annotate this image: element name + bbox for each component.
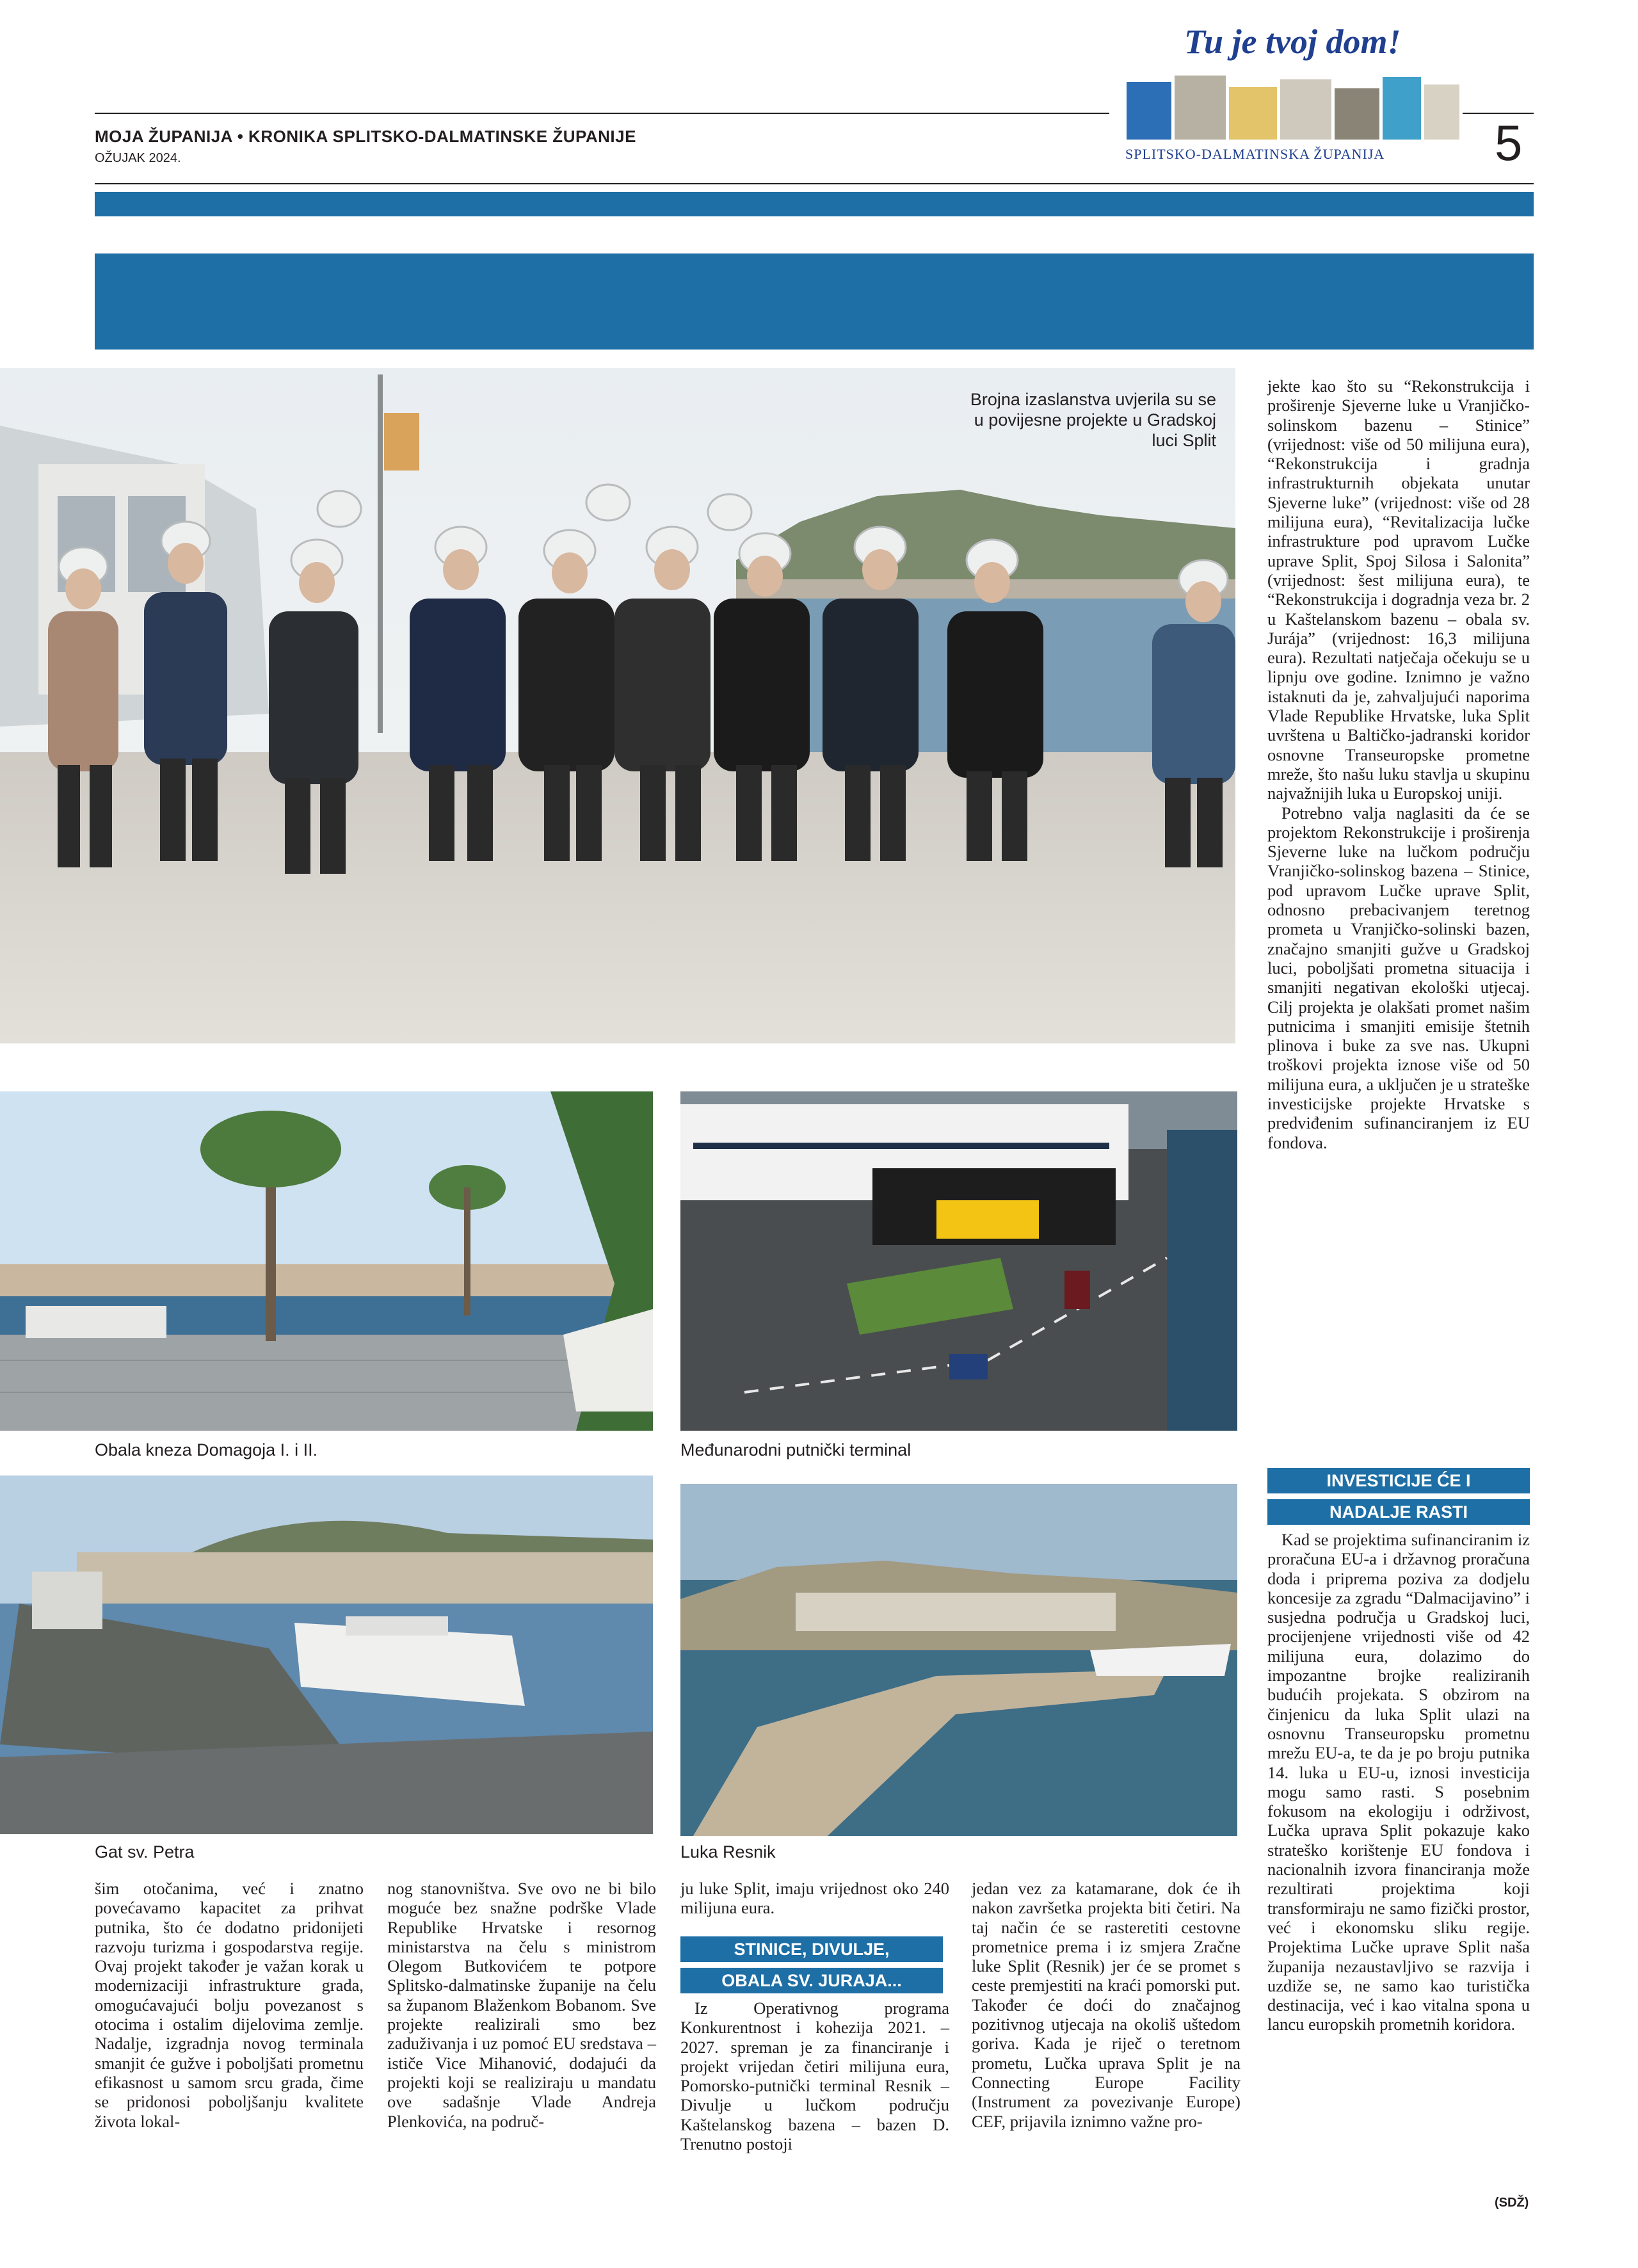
bottom-column-3 [680,1879,949,1918]
article-paragraph: ju luke Split, imaju vrijednost oko 240 milijuna eura. [680,1879,949,1918]
photo-caption: Obala kneza Domagoja I. i II. [95,1440,318,1460]
issue-date: OŽUJAK 2024. [95,151,181,165]
article-paragraph: šim otočanima, već i znatno povećavamo kapacitet za prihvat putnika, što će dodatno pridonijeti razvoju turizma i gospodarstva regije. Ovaj projekt također je važan korak u modernizaciji infrastrukture grada, omogućavajući bolju povezanost s otocima i ostalim dijelovima zemlje. Nadalje, izgradnja novog terminala smanjit će gužve i poboljšati prometnu efikasnost u samom srcu grada, čime se pridonosi poboljšanju kvalitete života lokal- [95,1879,364,2131]
group-photo [0,368,1235,1043]
page-number: 5 [1495,115,1523,171]
article-paragraph: Iz Operativnog programa Konkurentnost i kohezija 2021. – 2027. spreman je za financiranje i projekt vrijedan četiri milijuna eura, Pomorsko-putnički terminal Resnik – Divulje u lučkom području Kaštelanskog bazena – bazen D. Trenutno postoji [680,1999,949,2154]
author-signature: (SDŽ) [1495,2196,1529,2210]
bottom-column-3b [680,1999,949,2153]
section-subhead: OBALA SV. JURAJA... [680,1968,943,1993]
accent-strip [95,192,1534,216]
headline-band [95,253,1534,350]
render-medunarodni-terminal [680,1091,1237,1431]
article-paragraph: nog stanovništva. Sve ovo ne bi bilo moguće bez snažne podrške Vlade Republike Hrvatske i resornog ministarstva na čelu s ministrom Olegom Butkovićem te potpore Splitsko-dalmatinske županije na čelu sa županom Blaženkom Bobanom. Sve projekte realizirali smo bez zaduživanja i uz pomoć EU sredstava – ističe Vice Mihanović, dodajući da projekti koji se realiziraju u mandatu ove sadašnje Vlade Andreja Plenkovića, na područ- [387,1879,656,2131]
right-column-text [1267,376,1530,1152]
photo-caption: Međunarodni putnički terminal [680,1440,911,1460]
render-luka-resnik [680,1484,1237,1836]
county-logo-graphic [1127,76,1459,140]
logo-motto: Tu je tvoj dom! [1184,22,1401,61]
article-paragraph: jekte kao što su “Rekonstrukcija i proširenje Sjeverne luke u Vranjičko-solinskom bazenu – Stinice” (vrijednost: više od 50 milijuna eura), “Rekonstrukcija i gradnja infrastrukturnih objekata unutar Sjeverne luke” (vrijednost: više od 28 milijuna eura), “Revitalizacija lučke infrastrukture pod upravom Lučke uprave Split, Spoj Silosa i Salonita” (vrijednost: šest milijuna eura), te “Rekonstrukcija i dogradnja veza br. 2 u Kaštelanskom bazenu – obala sv. Jurája” (vrijednost: 16,3 milijuna eura). Rezultati natječaja očekuju se u lipnju ove godine. Iznimno je važno istaknuti da je, zahvaljujući naporima Vlade Republike Hrvatske, luka Split uvrštena u Baltičko-jadranski koridor osnovne Transeuropske prometne mreže, što našu luku stavlja u skupinu najvažnijih luka u Europskoj uniji. [1267,376,1530,803]
section-subhead: STINICE, DIVULJE, [680,1936,943,1962]
photo-caption: Luka Resnik [680,1842,776,1862]
header-rule-bottom [95,183,1534,184]
main-photo-caption: Brojna izaslanstva uvjerila su se u povijesne projekte u Gradskoj luci Split [970,390,1216,450]
article-paragraph: Potrebno valja naglasiti da će se projektom Rekonstrukcije i proširenja Sjeverne luke na lučkom području Vranjičko-solinskog bazena – Stinice, pod upravom Lučke uprave Split, odnosno prebacivanjem teretnog prometa u Vranjičko-solinski bazen, značajno smanjiti gužve u Gradskoj luci, poboljšati prometna situacija i smanjiti negativan ekološki utjecaj. Cilj projekta je olakšati promet našim putnicima i smanjiti emisije štetnih plinova i buke za sve nas. Ukupni troškovi projekta iznose više od 50 milijuna eura, a uključen je u strateške investicijske projekte Hrvatske s predviđenim sufinanciranjem iz EU fondova. [1267,803,1530,1152]
section-subhead: INVESTICIJE ĆE I [1267,1468,1530,1493]
bottom-column-1 [95,1879,364,2131]
render-gat-sv-petra [0,1476,653,1834]
article-paragraph: jedan vez za katamarane, dok će ih nakon završetka projekta biti četiri. Na taj način će se rasteretiti cestovne prometnice prema i iz smjera Zračne luke Split (Resnik) jer će se promet s ceste premjestiti na kraći pomorski put. Također će doći do značajnog pozitivnog utjecaja na okoliš uštedom goriva. Kada je riječ o teretnom prometu, Lučka uprava Split je na Connecting Europe Facility (Instrument za povezivanje Europe) CEF, prijavila iznimno važne pro- [972,1879,1241,2131]
bottom-column-4 [972,1879,1241,2131]
article-paragraph: Kad se projektima sufinanciranim iz proračuna EU-a i državnog proračuna doda i priprema poziva za dodjelu koncesije za zgradu “Dalmacijavino” i susjedna područja u Gradskoj luci, procijenjene vrijednosti više od 42 milijuna eura, dolazimo do impozantne brojke realiziranih budućih projekata. S obzirom na činjenicu da luka Split ulazi na osnovnu Transeuropsku prometnu mrežu EU-a, te da je po broju putnika 14. luka u EU-u, iznosi investicija mogu samo rasti. S posebnim fokusom na ekologiju i održivost, Lučka uprava Split pokazuje kako strateško korištenje EU fondova i nacionalnih izvora financiranja može rezultirati projektima koji transformiraju ne samo fizički prostor, već i ekonomsku sliku regije. Projektima Lučke uprave Split naša županija nezaustavljivo se razvija i uzdiže se, ne samo kao turistička destinacija, već i kao vitalna spona u lancu europskih prometnih koridora. [1267,1530,1530,2034]
photo-caption: Gat sv. Petra [95,1842,195,1862]
right-column-text-2 [1267,1530,1530,2034]
bottom-column-2 [387,1879,656,2131]
header-rule-top [95,113,1109,114]
logo-county-name: SPLITSKO-DALMATINSKA ŽUPANIJA [1125,146,1385,162]
section-subhead: NADALJE RASTI [1267,1499,1530,1525]
publication-title: MOJA ŽUPANIJA • KRONIKA SPLITSKO-DALMATINSKE ŽUPANIJE [95,127,636,146]
render-obala-kneza-domagoja [0,1091,653,1431]
